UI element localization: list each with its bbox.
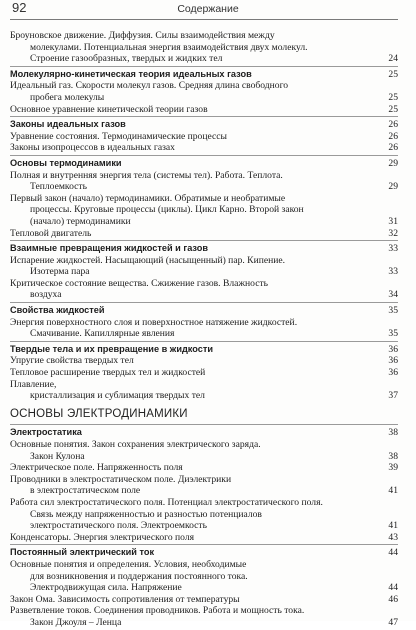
- toc-heading[interactable]: [10, 69, 398, 81]
- toc-section: [10, 155, 398, 240]
- toc-entry-text: Основные понятия и определения. Условия, необходимые: [10, 558, 247, 570]
- toc-page-number: 25: [388, 91, 398, 103]
- toc-entry[interactable]: [10, 80, 398, 103]
- toc-entry[interactable]: [10, 474, 398, 497]
- toc-entry[interactable]: [10, 131, 398, 143]
- toc-entry-text: Тепловой двигатель: [10, 227, 92, 239]
- toc-entry-text: Основные понятия. Закон сохранения электрического заряда.: [10, 439, 261, 450]
- toc-page-number: 26: [388, 130, 398, 142]
- toc-entry[interactable]: [10, 317, 398, 340]
- toc-entry-text: Уравнение состояния. Термодинамические процессы: [10, 130, 227, 142]
- toc-page-number: 29: [388, 181, 398, 193]
- toc-page-number: 33: [388, 243, 398, 255]
- toc-entry[interactable]: [10, 278, 398, 301]
- toc-entry[interactable]: [10, 255, 398, 278]
- toc-heading-text: Электростатика: [10, 427, 82, 438]
- toc-entry[interactable]: [10, 439, 398, 462]
- toc-entry-text: (начало) термодинамики: [30, 215, 131, 227]
- page-header: [0, 0, 416, 20]
- toc-heading[interactable]: [10, 344, 398, 356]
- toc-page-number: 25: [388, 103, 398, 115]
- toc-page-number: 36: [388, 367, 398, 379]
- toc-entry[interactable]: [10, 462, 398, 474]
- toc-page-number: 47: [388, 616, 398, 628]
- page-number: 92: [12, 0, 27, 15]
- toc-heading-text: Свойства жидкостей: [10, 305, 105, 316]
- toc-entry-text: Основное уравнение кинетической теории газов: [10, 103, 208, 115]
- toc-page-number: 46: [388, 593, 398, 605]
- toc-page-number: 43: [388, 531, 398, 543]
- toc-entry-text: Закон Кулона: [30, 450, 85, 462]
- toc-entry-text: Электрическое поле. Напряженность поля: [10, 462, 183, 474]
- toc-entry-text: в электростатическом поле: [30, 485, 141, 497]
- toc-page-number: 29: [388, 157, 398, 169]
- toc-entry-text: Плавление,: [10, 378, 57, 390]
- toc-page-number: 38: [388, 427, 398, 439]
- toc-entry-text: Изотерма пара: [30, 266, 90, 278]
- toc-entry-text: Критическое состояние вещества. Сжижение газов. Влажность: [10, 277, 269, 289]
- toc-entry[interactable]: [10, 193, 398, 228]
- toc-entry-text: Идеальный газ. Скорости молекул газов. Средняя длина свободного: [10, 80, 289, 92]
- toc-page-number: 26: [388, 142, 398, 154]
- toc-page-number: 44: [388, 547, 398, 559]
- toc-section: [10, 544, 398, 629]
- toc-entry[interactable]: [10, 367, 398, 402]
- toc-page-number: 34: [388, 289, 398, 301]
- part-title[interactable]: ОСНОВЫ ЭЛЕКТРОДИНАМИКИ: [10, 407, 188, 420]
- toc-entry[interactable]: [10, 30, 398, 65]
- toc-entry-text: Работа сил электростатического поля. Потенциал электростатического поля.: [10, 496, 323, 508]
- toc-entry-text: электростатического поля. Электроемкость: [30, 520, 207, 532]
- toc-entry-text: Разветвление токов. Соединения проводников. Работа и мощность тока.: [10, 605, 305, 617]
- toc-entry-text: Смачивание. Капиллярные явления: [30, 328, 175, 340]
- toc-entry-text: Упругие свойства твердых тел: [10, 355, 134, 367]
- toc-heading-text: Законы идеальных газов: [10, 119, 126, 130]
- toc-heading[interactable]: [10, 243, 398, 255]
- toc-page-number: 39: [388, 462, 398, 474]
- toc-entry-text: процессы. Круговые процессы (циклы). Цикл Карно. Второй закон: [30, 204, 304, 216]
- toc-entry-text: Закон Джоуля – Ленца: [30, 616, 122, 628]
- toc-entry-text: Законы изопроцессов в идеальных газах: [10, 142, 175, 154]
- toc-entry[interactable]: [10, 497, 398, 532]
- toc-entry-text: Закон Ома. Зависимость сопротивления от температуры: [10, 593, 240, 605]
- page-title: Содержание: [177, 3, 239, 15]
- toc-entry[interactable]: [10, 559, 398, 594]
- toc-entry[interactable]: [10, 605, 398, 628]
- toc-entry[interactable]: [10, 355, 398, 367]
- toc-page-number: 41: [388, 485, 398, 497]
- toc-block: [10, 28, 398, 66]
- toc-page-number: 32: [388, 227, 398, 239]
- toc-entry-text: пробега молекулы: [30, 91, 105, 103]
- toc-heading[interactable]: [10, 547, 398, 559]
- toc-entry[interactable]: [10, 170, 398, 193]
- toc-heading-text: Взаимные превращения жидкостей и газов: [10, 243, 209, 254]
- toc-entry-text: Первый закон (начало) термодинамики. Обратимые и необратимые: [10, 192, 286, 204]
- toc-heading[interactable]: [10, 119, 398, 131]
- toc-section: [10, 341, 398, 403]
- toc-heading-text: Постоянный электрический ток: [10, 547, 155, 558]
- toc-entry[interactable]: [10, 594, 398, 606]
- toc-entry[interactable]: [10, 142, 398, 154]
- toc-heading[interactable]: [10, 427, 398, 439]
- toc-page-number: 38: [388, 450, 398, 462]
- toc-heading[interactable]: [10, 158, 398, 170]
- toc-section: [10, 240, 398, 302]
- toc-entry-text: Конденсаторы. Энергия электрического поля: [10, 531, 195, 543]
- toc-section: [10, 116, 398, 155]
- toc-entry-text: Броуновское движение. Диффузия. Силы взаимодействия между: [10, 30, 275, 41]
- toc-entry-text: Полная и внутренняя энергия тела (системы тел). Работа. Теплота.: [10, 169, 283, 181]
- toc-page-number: 35: [388, 328, 398, 340]
- toc-section: [10, 424, 398, 544]
- toc-heading-text: Молекулярно-кинетическая теория идеальных газов: [10, 68, 252, 79]
- toc-entry[interactable]: [10, 104, 398, 116]
- toc-entry-text: Связь между напряженностью и разностью потенциалов: [30, 508, 262, 520]
- toc-page-number: 36: [388, 355, 398, 367]
- toc-entry-text: Испарение жидкостей. Насыщающий (насыщенный) пар. Кипение.: [10, 254, 286, 266]
- toc-page-number: 25: [388, 68, 398, 80]
- toc-page-number: 44: [388, 582, 398, 594]
- toc-entry-text: воздуха: [30, 289, 62, 301]
- toc-page-number: 37: [388, 390, 398, 402]
- toc-page-number: 35: [388, 305, 398, 317]
- header-rule: [10, 19, 398, 20]
- toc-page-number: 36: [388, 343, 398, 355]
- toc-entry-text: Проводники в электростатическом поле. Диэлектрики: [10, 473, 232, 485]
- toc-page-number: 24: [388, 53, 398, 65]
- toc-entry-text: Теплоемкость: [30, 181, 87, 193]
- toc-page-number: 33: [388, 266, 398, 278]
- toc-page-number: 31: [388, 215, 398, 227]
- table-of-contents: [10, 28, 398, 630]
- toc-entry-text: Электродвижущая сила. Напряжение: [30, 582, 182, 594]
- toc-entry[interactable]: [10, 228, 398, 240]
- toc-page-number: 41: [388, 520, 398, 532]
- toc-section: [10, 66, 398, 116]
- toc-section: [10, 302, 398, 341]
- toc-page-number: 26: [388, 119, 398, 131]
- toc-entry-text: молекулами. Потенциальная энергия взаимодействия двух молекул.: [30, 41, 308, 53]
- toc-entry-text: Энергия поверхностного слоя и поверхностное натяжение жидкостей.: [10, 316, 298, 328]
- toc-entry-text: Строение газообразных, твердых и жидких тел: [30, 53, 223, 65]
- toc-entry-text: кристаллизация и сублимация твердых тел: [30, 390, 205, 402]
- toc-heading[interactable]: [10, 305, 398, 317]
- toc-heading-text: Твердые тела и их превращение в жидкости: [10, 343, 214, 354]
- toc-entry[interactable]: [10, 532, 398, 544]
- toc-entry-text: Тепловое расширение твердых тел и жидкостей: [10, 367, 206, 379]
- toc-entry-text: для возникновения и поддержания постоянного тока.: [30, 570, 248, 582]
- toc-heading-text: Основы термодинамики: [10, 157, 122, 168]
